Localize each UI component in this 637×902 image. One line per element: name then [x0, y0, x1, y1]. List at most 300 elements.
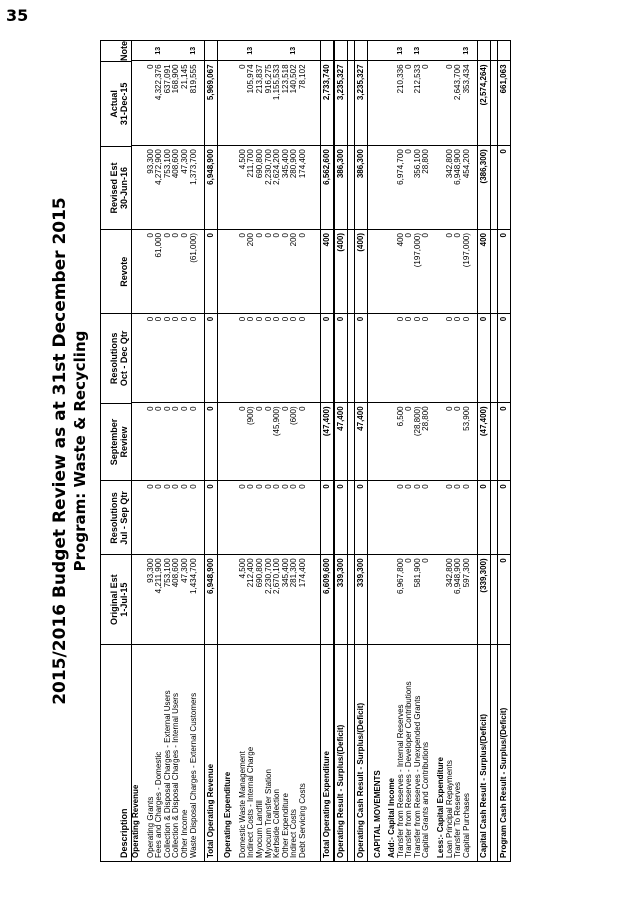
- column-header: Note: [119, 41, 129, 61]
- row-value: [374, 313, 383, 403]
- row-value: [374, 554, 383, 644]
- row-value: [374, 60, 383, 145]
- row-value: (2,574,264): [478, 60, 490, 145]
- total-row: [497, 41, 510, 861]
- row-value: 0: [405, 554, 414, 644]
- row-value: 0: [299, 480, 308, 554]
- row-value: [314, 480, 320, 554]
- row-value: 200: [290, 229, 299, 313]
- row-description: Operating Revenue: [132, 644, 141, 861]
- row-value: 0: [239, 402, 248, 480]
- row-description: Transfer from Reserves - Developer Contributions: [405, 644, 414, 861]
- row-note: [321, 41, 333, 60]
- row-note: 13: [155, 46, 163, 55]
- row-value: (47,400): [321, 402, 333, 480]
- row-value: 0: [405, 402, 414, 480]
- row-value: 0: [405, 313, 414, 403]
- row-value: [314, 313, 320, 403]
- row-value: 0: [205, 229, 217, 313]
- row-value: [348, 313, 354, 403]
- row-value: 0: [335, 313, 347, 403]
- row-value: [132, 313, 141, 403]
- row-value: 6,974,700: [397, 145, 406, 229]
- row-value: 0: [256, 402, 265, 480]
- row-value: 211,700: [247, 145, 256, 229]
- row-value: [198, 402, 204, 480]
- row-value: 0: [147, 480, 156, 554]
- row-value: 0: [422, 480, 431, 554]
- row-value: 0: [498, 480, 510, 554]
- row-description: Fees and Charges - Domestic: [155, 644, 164, 861]
- row-note: 13: [290, 46, 298, 55]
- row-value: 345,400: [282, 554, 291, 644]
- row-value: [224, 480, 233, 554]
- spacer-row: [314, 41, 320, 861]
- row-description: Operating Grants: [147, 644, 156, 861]
- row-description: Operating Expenditure: [224, 644, 233, 861]
- row-value: 916,275: [265, 60, 274, 145]
- row-value: 4,322,376: [155, 60, 164, 145]
- row-value: 53,900: [463, 402, 472, 480]
- row-value: 140,502: [290, 60, 299, 145]
- row-value: (386,300): [478, 145, 490, 229]
- row-value: 1,434,700: [190, 554, 199, 644]
- row-value: 6,500: [397, 402, 406, 480]
- row-description: Waste Disposal Charges - External Customers: [190, 644, 199, 861]
- row-note: 13: [462, 46, 470, 55]
- row-description: Collection & Disposal Charges - External Users: [164, 644, 173, 861]
- row-description: Transfer from Reserves - Internal Reserves: [397, 644, 406, 861]
- row-value: 6,948,900: [205, 145, 217, 229]
- row-description: Debt Servicing Costs: [299, 644, 308, 861]
- row-value: 6,562,600: [321, 145, 333, 229]
- row-value: 0: [164, 402, 173, 480]
- row-value: [348, 402, 354, 480]
- row-value: 47,300: [181, 554, 190, 644]
- row-value: 2,733,740: [321, 60, 333, 145]
- row-description: Capital Cash Result - Surplus/(Deficit): [478, 644, 490, 861]
- row-value: (600): [290, 402, 299, 480]
- row-value: [224, 313, 233, 403]
- row-value: 28,800: [422, 402, 431, 480]
- row-value: 0: [463, 313, 472, 403]
- row-value: [374, 402, 383, 480]
- row-note: [348, 41, 354, 60]
- row-value: [437, 229, 446, 313]
- row-value: 6,948,900: [454, 554, 463, 644]
- row-value: 0: [282, 480, 291, 554]
- row-value: (47,400): [478, 402, 490, 480]
- row-description: Kerbside Collection: [273, 644, 282, 861]
- row-note: [164, 41, 173, 60]
- table-header: [101, 41, 132, 861]
- row-value: 6,948,900: [454, 145, 463, 229]
- row-description: [198, 644, 204, 861]
- row-value: 0: [355, 313, 367, 403]
- table-body: [132, 41, 510, 861]
- row-value: 0: [397, 480, 406, 554]
- row-value: 690,800: [256, 145, 265, 229]
- row-value: 0: [290, 480, 299, 554]
- row-value: 0: [273, 229, 282, 313]
- row-value: [314, 554, 320, 644]
- row-value: 0: [498, 229, 510, 313]
- row-value: 581,900: [414, 554, 423, 644]
- row-value: 1,155,533: [273, 60, 282, 145]
- row-value: 408,600: [172, 554, 181, 644]
- row-description: Total Operating Expenditure: [321, 644, 333, 861]
- row-value: [132, 60, 141, 145]
- row-value: 342,800: [446, 554, 455, 644]
- row-value: (339,300): [478, 554, 490, 644]
- row-value: [224, 402, 233, 480]
- row-value: 0: [265, 313, 274, 403]
- row-value: [491, 313, 497, 403]
- row-value: 0: [355, 480, 367, 554]
- row-value: 0: [172, 480, 181, 554]
- row-value: [437, 313, 446, 403]
- row-value: 0: [256, 313, 265, 403]
- row-description: Add:- Capital Income: [388, 644, 397, 861]
- row-note: [405, 41, 414, 60]
- row-value: 0: [273, 313, 282, 403]
- row-note: [454, 41, 463, 60]
- row-value: 0: [321, 313, 333, 403]
- row-note: [205, 41, 217, 60]
- row-value: 345,400: [282, 145, 291, 229]
- row-description: [491, 644, 497, 861]
- row-value: 47,300: [181, 145, 190, 229]
- row-value: [198, 313, 204, 403]
- row-value: 0: [446, 313, 455, 403]
- row-value: [374, 229, 383, 313]
- row-description: [471, 644, 477, 861]
- page-title: 2015/2016 Budget Review as at 31st December 2015: [50, 197, 70, 705]
- row-description: Collection & Disposal Charges - Internal Users: [172, 644, 181, 861]
- row-value: 47,400: [335, 402, 347, 480]
- row-value: [198, 145, 204, 229]
- row-value: 4,211,900: [155, 554, 164, 644]
- row-value: 0: [478, 480, 490, 554]
- row-value: 6,967,800: [397, 554, 406, 644]
- column-header: Revised Est 30-Jun-16: [101, 146, 131, 230]
- row-value: 0: [405, 145, 414, 229]
- row-note: [181, 41, 190, 60]
- row-value: 408,600: [172, 145, 181, 229]
- row-value: 0: [335, 480, 347, 554]
- row-value: [374, 480, 383, 554]
- row-value: 0: [155, 480, 164, 554]
- row-value: [348, 229, 354, 313]
- row-description: Indirect Costs - Internal Charge: [247, 644, 256, 861]
- row-value: 0: [239, 313, 248, 403]
- row-note: [471, 41, 477, 60]
- column-header: Resolutions Oct - Dec Qtr: [101, 313, 131, 403]
- row-value: [491, 480, 497, 554]
- row-value: (900): [247, 402, 256, 480]
- row-description: Transfer from Reserves - Unexpended Grants: [414, 644, 423, 861]
- row-value: 0: [155, 313, 164, 403]
- row-value: [224, 554, 233, 644]
- row-value: [224, 229, 233, 313]
- row-value: (197,000): [463, 229, 472, 313]
- row-value: 819,555: [190, 60, 199, 145]
- row-note: [498, 41, 510, 60]
- row-value: [132, 554, 141, 644]
- row-note: [147, 41, 156, 60]
- row-value: 0: [147, 402, 156, 480]
- row-value: 0: [405, 229, 414, 313]
- row-value: [132, 480, 141, 554]
- row-note: [198, 41, 204, 60]
- row-value: 4,500: [239, 554, 248, 644]
- row-value: 0: [405, 60, 414, 145]
- row-value: [314, 60, 320, 145]
- row-note: [314, 41, 320, 60]
- row-description: [348, 644, 354, 861]
- column-header: September Review: [101, 403, 131, 481]
- row-value: 0: [190, 402, 199, 480]
- row-note: 13: [396, 46, 404, 55]
- row-value: 0: [414, 480, 423, 554]
- row-description: Indirect Costs: [290, 644, 299, 861]
- row-value: [388, 313, 397, 403]
- row-value: 6,948,900: [205, 554, 217, 644]
- row-value: 0: [422, 60, 431, 145]
- row-value: [437, 480, 446, 554]
- row-value: [491, 229, 497, 313]
- row-value: [374, 145, 383, 229]
- row-value: 0: [299, 229, 308, 313]
- row-note: [273, 41, 282, 60]
- row-description: Other Expenditure: [282, 644, 291, 861]
- row-description: Myocum Landfill: [256, 644, 265, 861]
- row-value: (45,900): [273, 402, 282, 480]
- row-value: 4,500: [239, 145, 248, 229]
- row-value: [198, 60, 204, 145]
- spacer-row: [491, 41, 497, 861]
- row-value: 690,800: [256, 554, 265, 644]
- row-value: 6,609,600: [321, 554, 333, 644]
- row-value: 0: [282, 313, 291, 403]
- row-value: 356,100: [414, 145, 423, 229]
- row-value: 61,000: [155, 229, 164, 313]
- row-value: 0: [190, 480, 199, 554]
- row-description: Capital Grants and Contributions: [422, 644, 431, 861]
- row-value: 4,272,900: [155, 145, 164, 229]
- row-value: 386,300: [355, 145, 367, 229]
- row-value: 210,336: [397, 60, 406, 145]
- column-header: Revote: [101, 229, 131, 313]
- row-description: Total Operating Revenue: [205, 644, 217, 861]
- row-description: CAPITAL MOVEMENTS: [374, 644, 383, 861]
- row-value: 0: [181, 480, 190, 554]
- row-value: 0: [454, 313, 463, 403]
- row-value: 105,974: [247, 60, 256, 145]
- row-note: [491, 41, 497, 60]
- row-value: 1,373,700: [190, 145, 199, 229]
- row-value: 0: [205, 480, 217, 554]
- row-value: [491, 145, 497, 229]
- row-value: 0: [265, 480, 274, 554]
- table-row: [422, 41, 431, 861]
- row-value: 0: [181, 229, 190, 313]
- table-row: [190, 41, 199, 861]
- row-value: 0: [422, 229, 431, 313]
- row-value: [224, 60, 233, 145]
- row-value: [348, 554, 354, 644]
- row-value: 0: [265, 402, 274, 480]
- row-value: 2,643,700: [454, 60, 463, 145]
- row-value: 174,400: [299, 145, 308, 229]
- row-value: 661,063: [498, 60, 510, 145]
- row-value: [314, 229, 320, 313]
- row-value: 342,800: [446, 145, 455, 229]
- page-subtitle: Program: Waste & Recycling: [71, 330, 89, 572]
- row-note: [172, 41, 181, 60]
- row-value: 0: [454, 402, 463, 480]
- row-value: 0: [446, 60, 455, 145]
- row-description: Less:- Capital Expenditure: [437, 644, 446, 861]
- row-value: 0: [147, 313, 156, 403]
- row-value: 3,235,327: [335, 60, 347, 145]
- row-value: [471, 60, 477, 145]
- total-row: [354, 41, 368, 861]
- row-value: 339,300: [335, 554, 347, 644]
- row-note: [282, 41, 291, 60]
- row-value: 28,800: [422, 145, 431, 229]
- row-value: 2,230,700: [265, 554, 274, 644]
- row-value: (400): [355, 229, 367, 313]
- row-value: 93,300: [147, 554, 156, 644]
- page-number: 35: [6, 6, 29, 25]
- row-value: 47,400: [355, 402, 367, 480]
- table-row: [299, 41, 308, 861]
- section-row: [374, 41, 383, 861]
- row-value: [348, 480, 354, 554]
- row-note: [422, 41, 431, 60]
- row-value: (61,000): [190, 229, 199, 313]
- table-row: [463, 41, 472, 861]
- row-value: 0: [239, 60, 248, 145]
- row-note: [478, 41, 490, 60]
- row-value: 0: [321, 480, 333, 554]
- row-value: 0: [446, 480, 455, 554]
- row-value: 123,518: [282, 60, 291, 145]
- row-note: [335, 41, 347, 60]
- row-value: 753,100: [164, 145, 173, 229]
- row-value: 0: [172, 229, 181, 313]
- row-value: 0: [397, 313, 406, 403]
- row-value: 3,235,327: [355, 60, 367, 145]
- total-row: [204, 41, 218, 861]
- row-value: 0: [147, 60, 156, 145]
- row-value: [437, 402, 446, 480]
- row-value: 0: [205, 402, 217, 480]
- row-value: [471, 145, 477, 229]
- row-value: 0: [256, 229, 265, 313]
- total-row: [334, 41, 348, 861]
- row-value: 637,091: [164, 60, 173, 145]
- row-value: [491, 60, 497, 145]
- row-value: 0: [164, 480, 173, 554]
- row-value: [437, 60, 446, 145]
- row-value: 200: [247, 229, 256, 313]
- row-value: 0: [463, 480, 472, 554]
- row-value: 280,900: [290, 145, 299, 229]
- row-value: 0: [422, 313, 431, 403]
- row-value: 0: [172, 402, 181, 480]
- total-row: [320, 41, 334, 861]
- row-value: 212,400: [247, 554, 256, 644]
- row-value: 0: [239, 480, 248, 554]
- row-value: 2,230,700: [265, 145, 274, 229]
- row-value: 281,300: [290, 554, 299, 644]
- row-value: 0: [239, 229, 248, 313]
- row-note: [239, 41, 248, 60]
- row-description: [314, 644, 320, 861]
- row-value: 212,533: [414, 60, 423, 145]
- row-value: [198, 480, 204, 554]
- row-value: [471, 480, 477, 554]
- spacer-row: [348, 41, 354, 861]
- row-value: 339,300: [355, 554, 367, 644]
- row-value: 0: [147, 229, 156, 313]
- row-value: [314, 145, 320, 229]
- row-description: Other Income: [181, 644, 190, 861]
- row-note: [374, 41, 383, 60]
- row-value: 400: [397, 229, 406, 313]
- row-value: [491, 554, 497, 644]
- row-value: 0: [478, 313, 490, 403]
- row-value: 0: [405, 480, 414, 554]
- row-value: [348, 145, 354, 229]
- row-value: 2,670,100: [273, 554, 282, 644]
- row-value: [314, 402, 320, 480]
- row-value: 0: [446, 229, 455, 313]
- row-value: 386,300: [335, 145, 347, 229]
- row-value: 0: [422, 554, 431, 644]
- row-value: [132, 229, 141, 313]
- row-value: 0: [454, 480, 463, 554]
- row-value: [132, 402, 141, 480]
- row-value: [471, 229, 477, 313]
- row-description: Myocum Transfer Station: [265, 644, 274, 861]
- row-note: [224, 41, 233, 60]
- row-value: 0: [498, 313, 510, 403]
- row-note: 13: [189, 46, 197, 55]
- row-note: 13: [247, 46, 255, 55]
- row-value: 400: [478, 229, 490, 313]
- row-value: 0: [256, 480, 265, 554]
- row-description: Transfer To Reserves: [454, 644, 463, 861]
- row-value: 0: [299, 402, 308, 480]
- row-value: 21,145: [181, 60, 190, 145]
- row-value: 753,100: [164, 554, 173, 644]
- row-description: Capital Purchases: [463, 644, 472, 861]
- section-row: [224, 41, 233, 861]
- row-value: [471, 402, 477, 480]
- row-value: [471, 313, 477, 403]
- row-value: 0: [282, 402, 291, 480]
- row-value: 0: [454, 229, 463, 313]
- row-value: [388, 480, 397, 554]
- row-value: (400): [335, 229, 347, 313]
- row-value: [348, 60, 354, 145]
- row-value: 0: [247, 480, 256, 554]
- row-value: 2,624,200: [273, 145, 282, 229]
- row-value: 597,300: [463, 554, 472, 644]
